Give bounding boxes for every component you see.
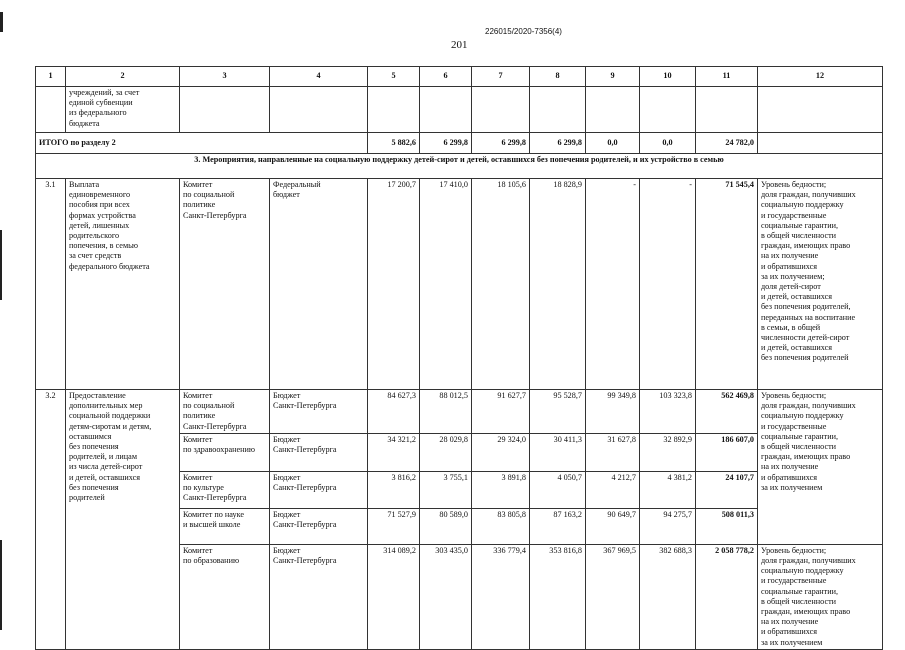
indicators: Уровень бедности; доля граждан, получивших социальную поддержку и государственные социальные гарантии, в общей численности граждан, имеющих право на их получение и обратившихся за их получением [758,544,883,649]
value-cell: 4 050,7 [530,471,586,508]
value-cell: 31 627,8 [586,433,640,471]
page-number: 201 [451,39,468,51]
header-cell: 12 [758,67,883,87]
executor: Комитет по социальной политике Санкт-Петербурга [180,179,270,390]
measure-name: Предоставление дополнительных мер социальной поддержки детям-сиротам и детям, оставшимся без попечения родителей, и лицам из числа детей-сирот и детей, оставшихся без попечения родителей [66,390,180,650]
header-cell: 6 [420,67,472,87]
header-cell: 4 [270,67,368,87]
value-cell: 4 212,7 [586,471,640,508]
value-cell: 29 324,0 [472,433,530,471]
total-value: 6 299,8 [530,133,586,154]
indicators: Уровень бедности; доля граждан, получивших социальную поддержку и государственные социальные гарантии, в общей численности граждан, имеющих право на их получение и обратившихся за их получением [758,390,883,545]
total-value: 5 882,6 [368,133,420,154]
value-cell: 32 892,9 [640,433,696,471]
header-cell: 8 [530,67,586,87]
value-cell: - [640,179,696,390]
value-cell: 3 891,8 [472,471,530,508]
header-cell: 9 [586,67,640,87]
row-number: 3.2 [36,390,66,650]
header-cell: 5 [368,67,420,87]
value-cell: 80 589,0 [420,508,472,544]
header-cell: 7 [472,67,530,87]
value-cell: 87 163,2 [530,508,586,544]
value-cell: 314 089,2 [368,544,420,649]
executor: Комитет по здравоохранению [180,433,270,471]
indicators: Уровень бедности; доля граждан, получивших социальную поддержку и государственные социальные гарантии, в общей численности граждан, имеющих право на их получение и обратившихся за их получением; доля детей-сирот и детей, оставшихся без попечения родителей, переданных на воспитание в семьи, в общей численности детей-сирот и детей, оставшихся без попечения родителей [758,179,883,390]
value-cell: 18 105,6 [472,179,530,390]
margin-mark [0,230,2,300]
value-total: 24 107,7 [696,471,758,508]
funding-source: Бюджет Санкт-Петербурга [270,471,368,508]
value-cell: 367 969,5 [586,544,640,649]
value-cell: 83 805,8 [472,508,530,544]
value-cell: 4 381,2 [640,471,696,508]
funding-source: Бюджет Санкт-Петербурга [270,544,368,649]
table-row [36,390,883,434]
value-total: 2 058 778,2 [696,544,758,649]
table-row [36,87,883,133]
value-cell: 95 528,7 [530,390,586,434]
section-title: 3. Мероприятия, направленные на социальную поддержку детей-сирот и детей, оставшихся без попечения родителей, и их устройство в семью [36,154,883,179]
value-total: 71 545,4 [696,179,758,390]
value-cell: 3 755,1 [420,471,472,508]
value-cell: 28 029,8 [420,433,472,471]
row-number: 3.1 [36,179,66,390]
value-cell: 353 816,8 [530,544,586,649]
value-total: 562 469,8 [696,390,758,434]
value-cell: 99 349,8 [586,390,640,434]
total-value: 6 299,8 [420,133,472,154]
value-cell: 17 200,7 [368,179,420,390]
total-value: 6 299,8 [472,133,530,154]
value-cell: 30 411,3 [530,433,586,471]
value-cell: 91 627,7 [472,390,530,434]
header-cell: 2 [66,67,180,87]
table-row [36,179,883,390]
section-row [36,154,883,179]
funding-source: Бюджет Санкт-Петербурга [270,390,368,434]
header-cell: 11 [696,67,758,87]
total-row [36,133,883,154]
document-id: 226015/2020-7356(4) [485,27,562,36]
total-value: 24 782,0 [696,133,758,154]
value-cell: - [586,179,640,390]
value-total: 186 607,0 [696,433,758,471]
margin-mark [0,540,2,630]
header-cell: 10 [640,67,696,87]
executor: Комитет по социальной политике Санкт-Петербурга [180,390,270,434]
measure-name: Выплата единовременного пособия при всех формах устройства детей, лишенных родительского попечения, в семью за счет средств федерального бюджета [66,179,180,390]
header-cell: 1 [36,67,66,87]
value-cell: 17 410,0 [420,179,472,390]
funding-source: Федеральный бюджет [270,179,368,390]
executor: Комитет по образованию [180,544,270,649]
value-cell: 84 627,3 [368,390,420,434]
value-cell: 90 649,7 [586,508,640,544]
value-total: 508 011,3 [696,508,758,544]
value-cell: 3 816,2 [368,471,420,508]
total-value: 0,0 [586,133,640,154]
value-cell: 34 321,2 [368,433,420,471]
value-cell: 336 779,4 [472,544,530,649]
funding-source: Бюджет Санкт-Петербурга [270,508,368,544]
margin-mark [0,12,3,32]
value-cell: 94 275,7 [640,508,696,544]
value-cell: 303 435,0 [420,544,472,649]
measure-name: учреждений, за счет единой субвенции из федерального бюджета [66,87,180,133]
value-cell: 18 828,9 [530,179,586,390]
value-cell: 382 688,3 [640,544,696,649]
budget-table [35,66,883,650]
executor: Комитет по науке и высшей школе [180,508,270,544]
header-row [36,67,883,87]
total-value: 0,0 [640,133,696,154]
header-cell: 3 [180,67,270,87]
value-cell: 103 323,8 [640,390,696,434]
value-cell: 71 527,9 [368,508,420,544]
funding-source: Бюджет Санкт-Петербурга [270,433,368,471]
value-cell: 88 012,5 [420,390,472,434]
executor: Комитет по культуре Санкт-Петербурга [180,471,270,508]
total-label: ИТОГО по разделу 2 [36,133,368,154]
